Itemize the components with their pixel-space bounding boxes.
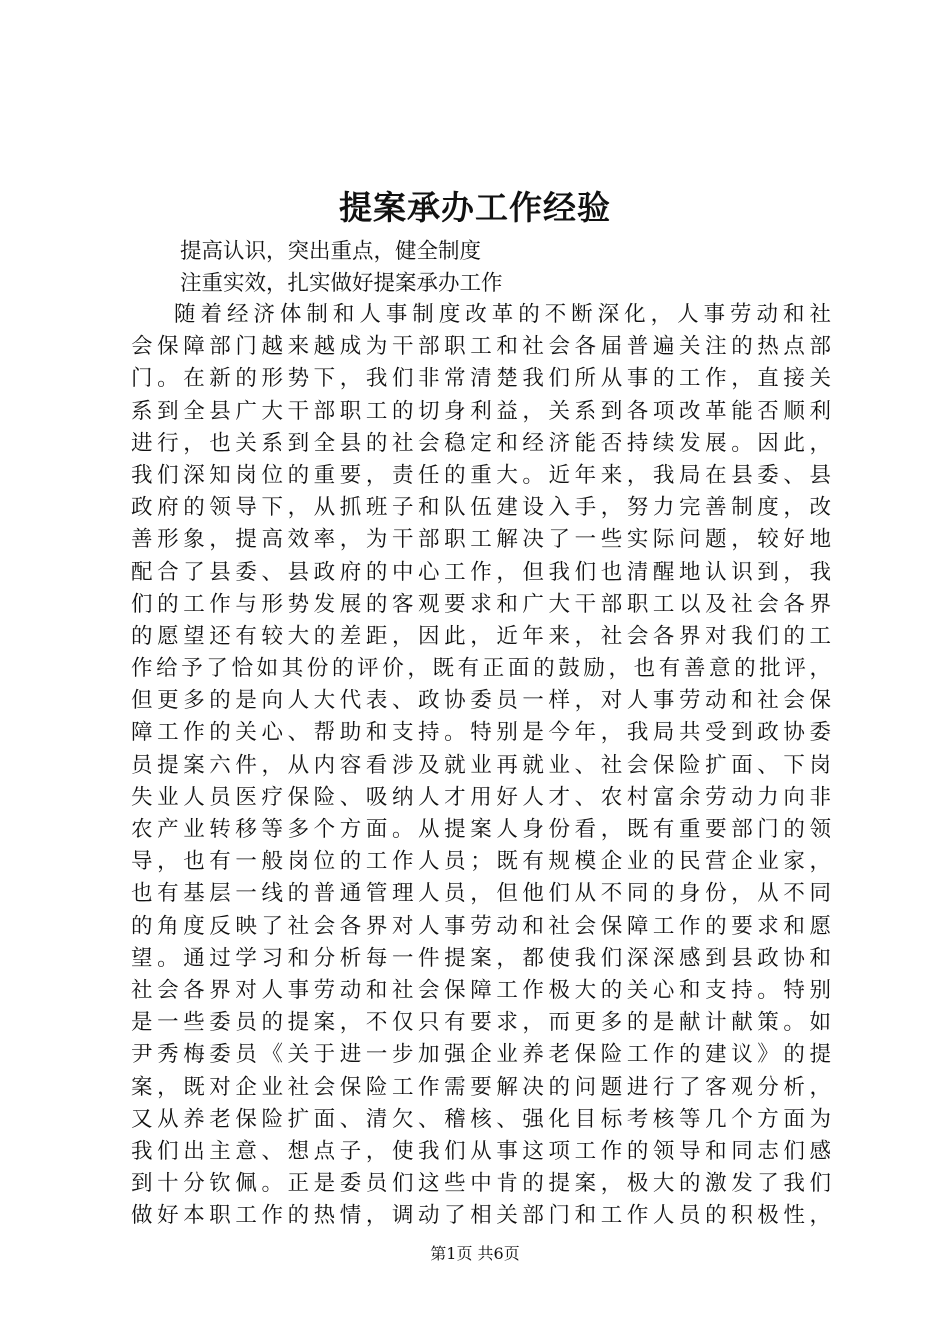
body-line: 是一些委员的提案，不仅只有要求，而更多的是献计献策。如 [131,1010,831,1036]
body-line: 员提案六件，从内容看涉及就业再就业、社会保险扩面、下岗 [131,752,831,778]
body-line: 进行，也关系到全县的社会稳定和经济能否持续发展。因此， [131,430,831,456]
body-line: 障工作的关心、帮助和支持。特别是今年，我局共受到政协委 [131,720,831,746]
body-line: 又从养老保险扩面、清欠、稽核、强化目标考核等几个方面为 [131,1106,831,1132]
body-line: 我们深知岗位的重要，责任的重大。近年来，我局在县委、县 [131,462,831,488]
body-line: 们的工作与形势发展的客观要求和广大干部职工以及社会各界 [131,591,831,617]
body-line: 案，既对企业社会保险工作需要解决的问题进行了客观分析， [131,1074,831,1100]
subheading-2: 注重实效，扎实做好提案承办工作 [180,271,503,296]
body-paragraph [131,299,831,1232]
body-line: 导，也有一般岗位的工作人员；既有规模企业的民营企业家， [131,849,831,875]
body-line: 系到全县广大干部职工的切身利益，关系到各项改革能否顺利 [131,398,831,424]
body-line: 的愿望还有较大的差距，因此，近年来，社会各界对我们的工 [131,623,831,649]
document-title: 提案承办工作经验 [339,188,611,227]
body-line: 门。在新的形势下，我们非常清楚我们所从事的工作，直接关 [131,366,831,392]
body-line: 尹秀梅委员《关于进一步加强企业养老保险工作的建议》的提 [131,1042,831,1068]
body-line: 望。通过学习和分析每一件提案，都使我们深深感到县政协和 [131,945,831,971]
body-line: 社会各界对人事劳动和社会保障工作极大的关心和支持。特别 [131,977,831,1003]
subheading-1: 提高认识，突出重点，健全制度 [180,239,482,264]
body-line: 到十分钦佩。正是委员们这些中肯的提案，极大的激发了我们 [131,1171,831,1197]
body-line: 也有基层一线的普通管理人员，但他们从不同的身份，从不同 [131,881,831,907]
page-footer: 第1页 共6页 [430,1244,520,1263]
body-line: 我们出主意、想点子，使我们从事这项工作的领导和同志们感 [131,1138,831,1164]
body-line: 政府的领导下，从抓班子和队伍建设入手，努力完善制度，改 [131,495,831,521]
body-line: 做好本职工作的热情，调动了相关部门和工作人员的积极性， [131,1203,831,1229]
body-line: 但更多的是向人大代表、政协委员一样，对人事劳动和社会保 [131,688,831,714]
body-line: 配合了县委、县政府的中心工作，但我们也清醒地认识到，我 [131,559,831,585]
body-line: 会保障部门越来越成为干部职工和社会各届普遍关注的热点部 [131,334,831,360]
body-line: 作给予了恰如其份的评价，既有正面的鼓励，也有善意的批评， [131,656,831,682]
body-line: 随着经济体制和人事制度改革的不断深化，人事劳动和社 [174,302,831,327]
body-line: 农产业转移等多个方面。从提案人身份看，既有重要部门的领 [131,817,831,842]
body-line: 失业人员医疗保险、吸纳人才用好人才、农村富余劳动力向非 [131,784,831,810]
body-line: 的角度反映了社会各界对人事劳动和社会保障工作的要求和愿 [131,913,831,939]
body-line: 善形象，提高效率，为干部职工解决了一些实际问题，较好地 [131,527,831,553]
